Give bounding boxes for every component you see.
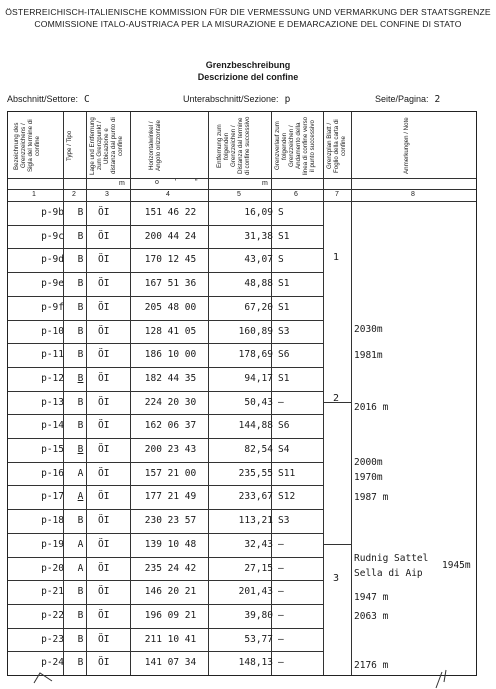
title-it: Descrizione del confine [197, 72, 299, 82]
distance-next: 235,55 [238, 467, 273, 479]
table-row [8, 438, 476, 462]
distance-next: 31,38 [244, 230, 273, 242]
col-header-course: Grenzverlauf zum folgenden Grenzzeichen / Andamento della linea di confine verso il punto successivo [274, 116, 316, 176]
row-line [8, 462, 323, 463]
marker-type: B [77, 278, 84, 290]
marker-location: ÖI [98, 515, 110, 527]
table-row [8, 320, 476, 344]
distance-next: 16,09 [244, 207, 273, 218]
marker-location: ÖI [98, 396, 110, 408]
note-elevation: 2030m [354, 324, 383, 335]
marker-location: ÖI [98, 325, 110, 337]
note-elevation: 1981m [354, 350, 383, 361]
col-number: 2 [72, 191, 76, 198]
section-value: C [84, 94, 90, 105]
marker-id: p-9f [41, 301, 64, 313]
row-line [8, 367, 323, 368]
table-row [8, 485, 476, 509]
note-elevation: 1945m [442, 560, 471, 571]
note-elevation: 2016 m [354, 402, 389, 413]
col-number: 7 [335, 191, 339, 198]
horizontal-angle: 128 41 05 [144, 325, 197, 337]
sheet-number: 3 [333, 573, 340, 584]
subsection-meta [183, 94, 290, 105]
boundary-course: S1 [278, 230, 290, 242]
horizontal-angle: 146 20 21 [144, 586, 197, 598]
row-line [8, 628, 323, 629]
col-number: 1 [32, 191, 36, 198]
unit-min: ' [175, 179, 177, 186]
row-line [8, 438, 323, 439]
boundary-course: — [278, 396, 284, 408]
marker-id: p-13 [41, 396, 64, 408]
marker-location: ÖI [98, 467, 110, 479]
marker-id: p-16 [41, 467, 64, 479]
marker-type: A [77, 538, 84, 550]
marker-location: ÖI [98, 609, 110, 621]
col-header-type: Type / Tipo [66, 130, 73, 162]
horizontal-angle: 162 06 37 [144, 420, 197, 432]
marker-type: B [77, 230, 84, 242]
unit-c5: m [262, 180, 268, 187]
marker-location: ÖI [98, 420, 110, 432]
marker-type: B [77, 349, 84, 361]
note-place-de: Rudnig Sattel [354, 553, 429, 564]
horizontal-angle: 177 21 49 [144, 491, 197, 503]
boundary-course: — [278, 562, 284, 574]
distance-next: 113,21 [238, 515, 273, 527]
marker-location: ÖI [98, 444, 110, 455]
row-line [8, 557, 323, 558]
note-place-it: Sella di Aip [354, 568, 423, 579]
marker-type: B [77, 325, 84, 337]
horizontal-angle: 200 23 43 [144, 444, 197, 455]
distance-next: 39,80 [244, 609, 273, 621]
distance-next: 43,07 [244, 254, 273, 266]
header-line-it: COMMISSIONE ITALO-AUSTRIACA PER LA MISURAZIONE E DEMARCAZIONE DEL CONFINE DI STATO [34, 19, 462, 29]
distance-next: 201,43 [238, 586, 273, 598]
horizontal-angle: 167 51 36 [144, 278, 197, 290]
marker-id: p-17 [41, 491, 64, 503]
distance-next: 94,17 [244, 372, 273, 384]
table-row [8, 414, 476, 438]
marker-location: ÖI [98, 657, 110, 669]
horizontal-angle: 186 10 00 [144, 349, 197, 361]
marker-location: ÖI [98, 207, 110, 218]
boundary-course: S4 [278, 444, 290, 455]
row-line [8, 651, 323, 652]
row-line [8, 225, 323, 226]
horizontal-angle: 157 21 00 [144, 467, 197, 479]
boundary-course: S [278, 254, 284, 266]
horizontal-angle: 196 09 21 [144, 609, 197, 621]
header-line-de: ÖSTERREICHISCH-ITALIENISCHE KOMMISSION FÜR DIE VERMESSUNG UND VERMARKUNG DER STAATSGRENZE [5, 7, 491, 17]
boundary-course: S1 [278, 301, 290, 313]
marker-location: ÖI [98, 538, 110, 550]
marker-location: ÖI [98, 633, 110, 645]
section-meta [7, 94, 90, 105]
number-row-line [8, 189, 476, 190]
distance-next: 50,43 [244, 396, 273, 408]
distance-next: 48,88 [244, 278, 273, 290]
marker-location: ÖI [98, 586, 110, 598]
horizontal-angle: 235 24 42 [144, 562, 197, 574]
marker-location: ÖI [98, 372, 110, 384]
table-row [8, 201, 476, 225]
marker-location: ÖI [98, 349, 110, 361]
marker-id: p-9d [41, 254, 64, 266]
col-header-id: Bezeichnung des Grenzzeichens / Sigla del termine di confine [13, 119, 41, 173]
row-line [8, 391, 323, 392]
table-row [8, 343, 476, 367]
subsection-label: Unterabschnitt/Sezione: [183, 94, 279, 104]
page-meta [375, 94, 440, 105]
row-line [8, 248, 323, 249]
col-header-distance: Entfernung zum folgenden Grenzzeichen / Distanza dal termine di confine successivo [216, 116, 251, 176]
distance-next: 144,88 [238, 420, 273, 432]
boundary-course: S3 [278, 515, 290, 527]
marker-type: B [77, 633, 84, 645]
row-line [8, 414, 323, 415]
boundary-course: S3 [278, 325, 290, 337]
marker-id: p-9c [41, 230, 64, 242]
marker-type: B [77, 301, 84, 313]
distance-next: 27,15 [244, 562, 273, 574]
table-row [8, 462, 476, 486]
note-elevation: 2000m [354, 457, 383, 468]
boundary-course: S1 [278, 278, 290, 290]
marker-type: B [77, 515, 84, 527]
boundary-course: — [278, 609, 284, 621]
table-row [8, 272, 476, 296]
unit-row-line [8, 178, 476, 179]
marker-id: p-20 [41, 562, 64, 574]
sheet-number: 2 [333, 393, 340, 404]
col-header-location: Lage und Entfernung zum Grenzpunkt / Ubicazione e distanza dal punto di confine [89, 117, 124, 175]
table-row [8, 628, 476, 652]
distance-next: 160,89 [238, 325, 273, 337]
marker-id: p-18 [41, 515, 64, 527]
boundary-course: S6 [278, 349, 290, 361]
table-row [8, 651, 476, 675]
distance-next: 67,20 [244, 301, 273, 313]
row-line [8, 272, 323, 273]
boundary-course: — [278, 586, 284, 598]
marker-id: p-24 [41, 657, 64, 669]
note-elevation: 1987 m [354, 492, 389, 503]
table-row [8, 391, 476, 415]
marker-type: A [77, 562, 84, 574]
distance-next: 178,69 [238, 349, 273, 361]
unit-sec: " [195, 179, 198, 186]
boundary-course: S6 [278, 420, 290, 432]
subsection-value: p [284, 94, 291, 105]
horizontal-angle: 141 07 34 [144, 657, 197, 669]
col-number: 3 [105, 191, 109, 198]
marker-type: B [77, 586, 84, 598]
boundary-table [7, 111, 477, 676]
horizontal-angle: 205 48 00 [144, 301, 197, 313]
marker-id: p-21 [41, 586, 64, 598]
boundary-course: S11 [278, 467, 296, 479]
title-de: Grenzbeschreibung [205, 60, 291, 70]
marker-id: p-23 [41, 633, 64, 645]
boundary-course: — [278, 633, 284, 645]
col-number: 5 [237, 191, 241, 198]
marker-id: p-9b [41, 207, 64, 218]
marker-id: p-14 [41, 420, 64, 432]
table-row [8, 367, 476, 391]
marker-type: A [77, 467, 84, 479]
note-elevation: 2176 m [354, 660, 389, 671]
boundary-course: — [278, 538, 284, 550]
horizontal-angle: 230 23 57 [144, 515, 197, 527]
table-row [8, 248, 476, 272]
marker-id: p-10 [41, 325, 64, 337]
marker-type: B [77, 609, 84, 621]
distance-next: 82,54 [244, 444, 273, 455]
marker-type: B [77, 207, 84, 218]
note-elevation: 1947 m [354, 592, 389, 603]
row-line [8, 580, 323, 581]
marker-id: p-15 [41, 444, 64, 455]
boundary-course: — [278, 657, 284, 669]
row-line [8, 343, 323, 344]
marker-location: ÖI [98, 562, 110, 574]
unit-c3: m [119, 180, 125, 187]
col-header-sheet: Grenzplan Blatt / Foglio della carta di confine [326, 119, 347, 173]
horizontal-angle: 139 10 48 [144, 538, 197, 550]
row-line [8, 604, 323, 605]
marker-type: A [77, 491, 84, 503]
marker-location: ÖI [98, 254, 110, 266]
col-header-notes: Anmerkungen / Note [403, 117, 410, 175]
marker-type: B [77, 396, 84, 408]
distance-next: 233,67 [238, 491, 273, 503]
marker-type: B [77, 420, 84, 432]
row-line [8, 296, 323, 297]
distance-next: 53,77 [244, 633, 273, 645]
note-elevation: 1970m [354, 472, 383, 483]
distance-next: 32,43 [244, 538, 273, 550]
marker-location: ÖI [98, 301, 110, 313]
table-row [8, 509, 476, 533]
distance-next: 148,13 [238, 657, 273, 669]
boundary-course: S [278, 207, 284, 218]
section-label: Abschnitt/Settore: [7, 94, 79, 104]
row-line [8, 533, 323, 534]
table-row [8, 604, 476, 628]
table-row [8, 225, 476, 249]
col-number: 6 [294, 191, 298, 198]
marker-type: B [77, 444, 84, 455]
marker-location: ÖI [98, 230, 110, 242]
col-number: 8 [411, 191, 415, 198]
horizontal-angle: 224 20 30 [144, 396, 197, 408]
table-row [8, 533, 476, 557]
boundary-course: S1 [278, 372, 290, 384]
horizontal-angle: 151 46 22 [144, 207, 197, 218]
marker-type: B [77, 372, 84, 384]
unit-deg: o [155, 179, 159, 186]
note-elevation: 2063 m [354, 611, 389, 622]
marker-id: p-11 [41, 349, 64, 361]
row-line [8, 485, 323, 486]
row-line [8, 509, 323, 510]
horizontal-angle: 170 12 45 [144, 254, 197, 266]
table-row [8, 580, 476, 604]
page-value: 2 [434, 94, 441, 105]
table-row [8, 296, 476, 320]
marker-location: ÖI [98, 491, 110, 503]
col-number: 4 [166, 191, 170, 198]
row-line [8, 320, 323, 321]
horizontal-angle: 182 44 35 [144, 372, 197, 384]
boundary-course: S12 [278, 491, 296, 503]
horizontal-angle: 211 10 41 [144, 633, 197, 645]
col-header-angle: Horizontalwinkel / Angolo orizzontale [148, 120, 162, 172]
table-row [8, 557, 476, 581]
marker-type: B [77, 254, 84, 266]
marker-type: B [77, 657, 84, 669]
page-label: Seite/Pagina: [375, 94, 429, 104]
marker-id: p-9e [41, 278, 64, 290]
sheet-number: 1 [333, 252, 340, 263]
marker-id: p-22 [41, 609, 64, 621]
horizontal-angle: 200 44 24 [144, 230, 197, 242]
marker-location: ÖI [98, 278, 110, 290]
marker-id: p-12 [41, 372, 64, 384]
marker-id: p-19 [41, 538, 64, 550]
